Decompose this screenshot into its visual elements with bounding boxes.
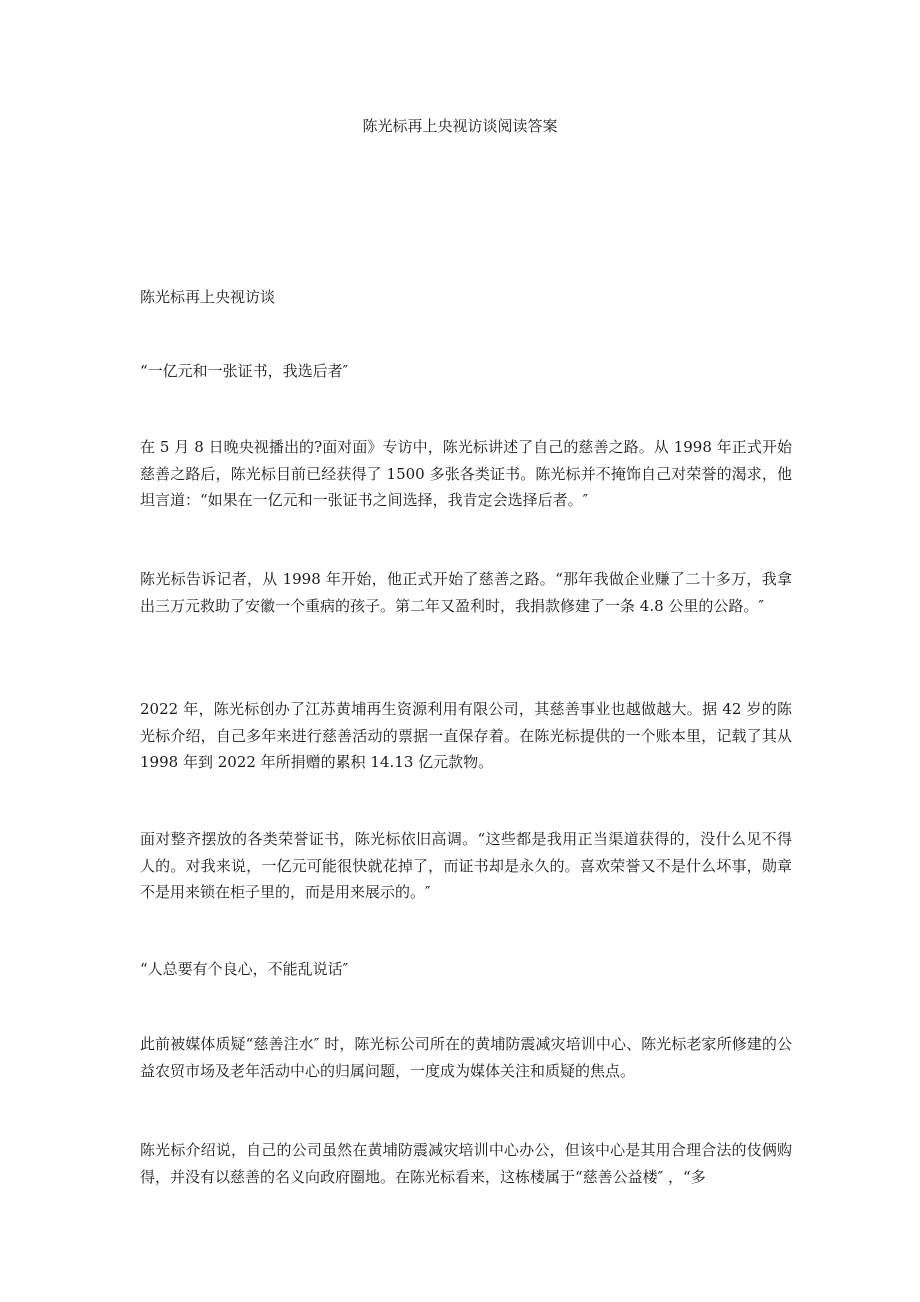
paragraph-5: 此前被媒体质疑“慈善注水″ 时，陈光标公司所在的黄埔防震减灾培训中心、陈光标老家所修建的公益农贸市场及老年活动中心的归属问题，一度成为媒体关注和质疑的焦点。 [140,1035,792,1080]
paragraph-3: 2022 年，陈光标创办了江苏黄埔再生资源利用有限公司，其慈善事业也越做越大。据 42 岁的陈光标介绍，自己多年来进行慈善活动的票据一直保存着。在陈光标提供的一个账本里，记载了其从 1998 年到 2022 年所捐赠的累积 14.13 亿元款物。 [140,700,792,771]
paragraph-4: 面对整齐摆放的各类荣誉证书，陈光标依旧高调。“这些都是我用正当渠道获得的，没什么见不得人的。对我来说，一亿元可能很快就花掉了，而证书却是永久的。喜欢荣誉又不是什么坏事，勋章不是用来锁在柜子里的，而是用来展示的。″ [140,830,792,901]
paragraph-1: 在 5 月 8 日晚央视播出的?面对面》专访中，陈光标讲述了自己的慈善之路。从 1998 年正式开始慈善之路后，陈光标目前已经获得了 1500 多张各类证书。陈光标并不掩饰自己对荣誉的渴求，他坦言道：“如果在一亿元和一张证书之间选择，我肯定会选择后者。″ [140,438,792,509]
article-heading: 陈光标再上央视访谈 [140,288,276,306]
paragraph-6: 陈光标介绍说，自己的公司虽然在黄埔防震减灾培训中心办公，但该中心是其用合理合法的伎俩购得，并没有以慈善的名义向政府圈地。在陈光标看来，这栋楼属于“慈善公益楼″ ，“多 [140,1141,792,1186]
document-title: 陈光标再上央视访谈阅读答案 [362,117,558,135]
section-heading-2: “人总要有个良心，不能乱说话″ [140,960,349,978]
paragraph-2: 陈光标告诉记者，从 1998 年开始，他正式开始了慈善之路。“那年我做企业赚了二十多万，我拿出三万元救助了安徽一个重病的孩子。第二年又盈利时，我捐款修建了一条 4.8 公里的公路。″ [140,570,792,615]
section-heading-1: “一亿元和一张证书，我选后者″ [140,362,349,380]
